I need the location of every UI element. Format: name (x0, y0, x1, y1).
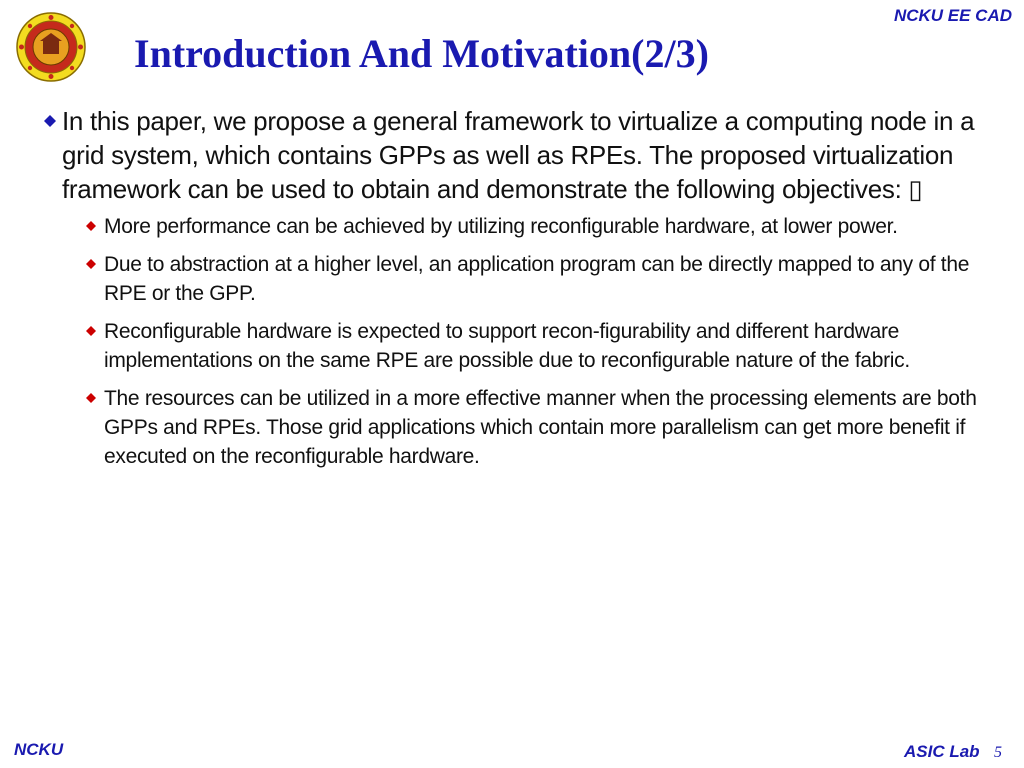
footer-right (904, 742, 1002, 762)
slide-title: Introduction And Motivation(2/3) (134, 31, 709, 76)
sub-bullet-text: The resources can be utilized in a more effective manner when the processing elements are both GPPs and RPEs. Those grid applications which contain more parallelism can get more benefit if executed on the reconfigurable hardware. (104, 387, 977, 468)
diamond-bullet-icon (44, 115, 56, 127)
footer-lab-label: ASIC Lab (903, 742, 980, 761)
main-bullet-item (44, 104, 994, 206)
sub-bullet-item (86, 384, 994, 471)
header-brand: NCKU EE CAD (893, 6, 1012, 25)
sub-bullet-item (86, 250, 994, 308)
sub-bullet-item (86, 317, 994, 375)
sub-bullet-list (44, 212, 994, 471)
university-seal-logo (16, 12, 86, 82)
main-bullet-text: In this paper, we propose a general framework to virtualize a computing node in a grid system, which contains GPPs as well as RPEs. The proposed virtualization framework can be used to obtain and demonstrate the following objectives: ▯ (62, 106, 975, 204)
slide-content (44, 104, 994, 480)
footer-left-label: NCKU (14, 740, 64, 759)
diamond-bullet-icon (86, 221, 96, 231)
page-number: 5 (994, 744, 1002, 761)
sub-bullet-text: More performance can be achieved by utilizing reconfigurable hardware, at lower power. (104, 215, 898, 238)
sub-bullet-item (86, 212, 994, 241)
sub-bullet-text: Due to abstraction at a higher level, an application program can be directly mapped to any of the RPE or the GPP. (104, 253, 970, 305)
diamond-bullet-icon (86, 393, 96, 403)
diamond-bullet-icon (86, 259, 96, 269)
sub-bullet-text: Reconfigurable hardware is expected to support recon-figurability and different hardware implementations on the same RPE are possible due to reconfigurable nature of the fabric. (104, 320, 910, 372)
diamond-bullet-icon (86, 326, 96, 336)
